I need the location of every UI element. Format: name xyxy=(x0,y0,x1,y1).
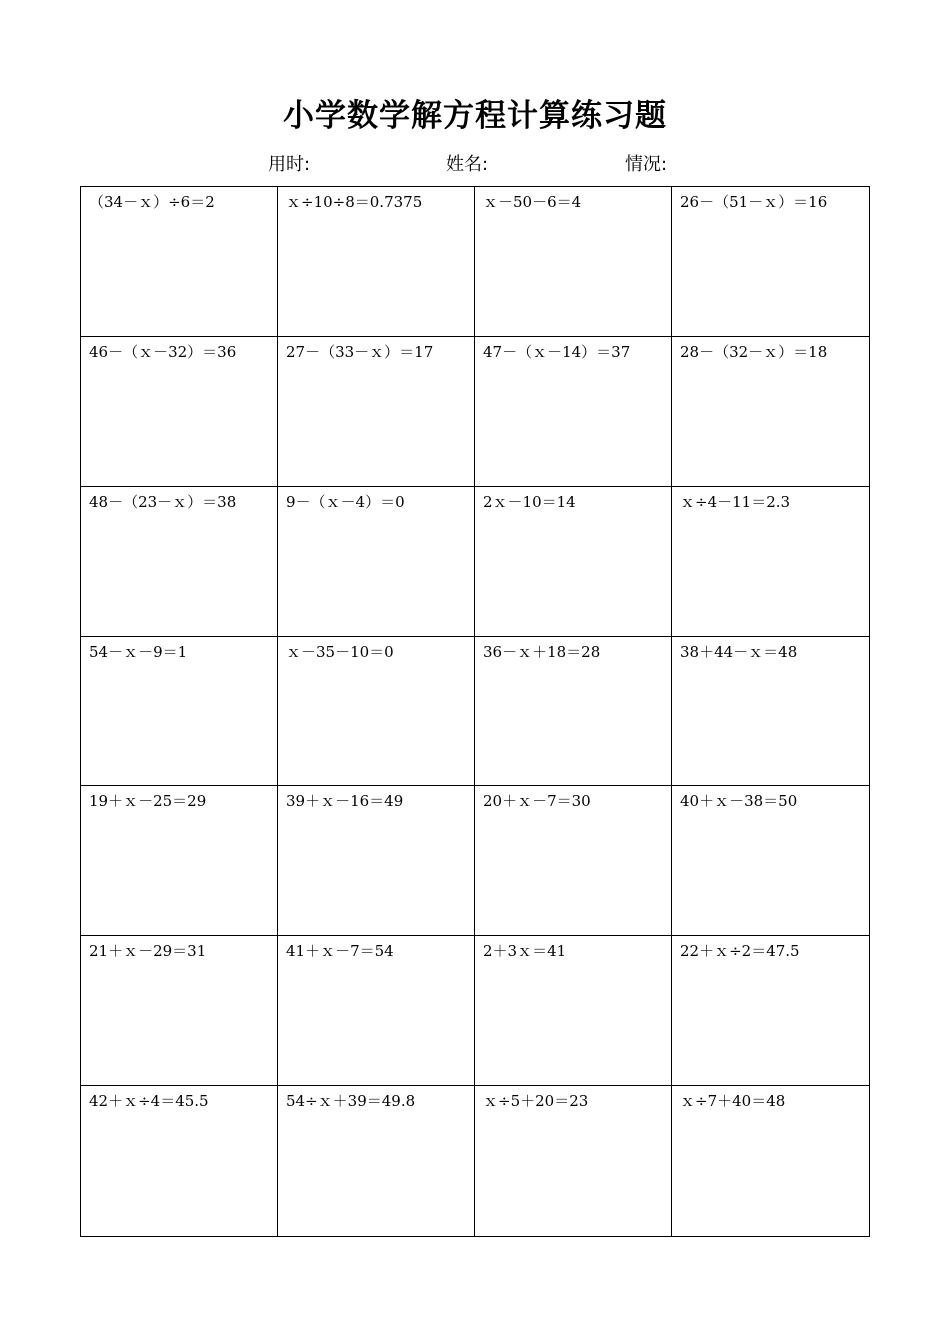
status-label: 情况: xyxy=(625,154,668,175)
problem-cell: ｘ－50－6＝4 xyxy=(475,187,672,337)
problem-cell: 47－（ｘ－14）＝37 xyxy=(475,337,672,487)
problem-cell: 9－（ｘ－4）＝0 xyxy=(278,487,475,637)
problem-cell: 40＋ｘ－38＝50 xyxy=(672,786,869,936)
problem-cell: 39＋ｘ－16＝49 xyxy=(278,786,475,936)
problem-cell: 19＋ｘ－25＝29 xyxy=(81,786,278,936)
time-label: 用时: xyxy=(268,154,311,175)
problem-cell: 20＋ｘ－7＝30 xyxy=(475,786,672,936)
problem-cell: ｘ÷4－11＝2.3 xyxy=(672,487,869,637)
problem-cell: ｘ÷5＋20＝23 xyxy=(475,1086,672,1236)
problem-cell: ｘ÷10÷8＝0.7375 xyxy=(278,187,475,337)
problem-cell: 48－（23－ｘ）＝38 xyxy=(81,487,278,637)
problem-cell: 41＋ｘ－7＝54 xyxy=(278,936,475,1086)
problem-cell: 28－（32－ｘ）＝18 xyxy=(672,337,869,487)
problem-cell: （34－ｘ）÷6＝2 xyxy=(81,187,278,337)
problem-cell: 42＋ｘ÷4＝45.5 xyxy=(81,1086,278,1236)
problem-cell: 38＋44－ｘ＝48 xyxy=(672,637,869,787)
problem-cell: 2ｘ－10＝14 xyxy=(475,487,672,637)
name-label: 姓名: xyxy=(446,154,489,175)
problem-cell: 36－ｘ＋18＝28 xyxy=(475,637,672,787)
problem-cell: 26－（51－ｘ）＝16 xyxy=(672,187,869,337)
problem-cell: 54÷ｘ＋39＝49.8 xyxy=(278,1086,475,1236)
problem-cell: 2＋3ｘ＝41 xyxy=(475,936,672,1086)
problem-cell: ｘ÷7＋40＝48 xyxy=(680,1092,786,1111)
problem-cell: ｘ－35－10＝0 xyxy=(278,637,475,787)
problem-cell: 46－（ｘ－32）＝36 xyxy=(81,337,278,487)
problem-cell: 27－（33－ｘ）＝17 xyxy=(278,337,475,487)
problem-cell: 22＋ｘ÷2＝47.5 xyxy=(672,936,869,1086)
page-title: 小学数学解方程计算练习题 xyxy=(283,98,667,134)
problem-cell: 21＋ｘ－29＝31 xyxy=(81,936,278,1086)
problem-grid xyxy=(80,186,870,1237)
problem-cell: 54－ｘ－9＝1 xyxy=(81,637,278,787)
